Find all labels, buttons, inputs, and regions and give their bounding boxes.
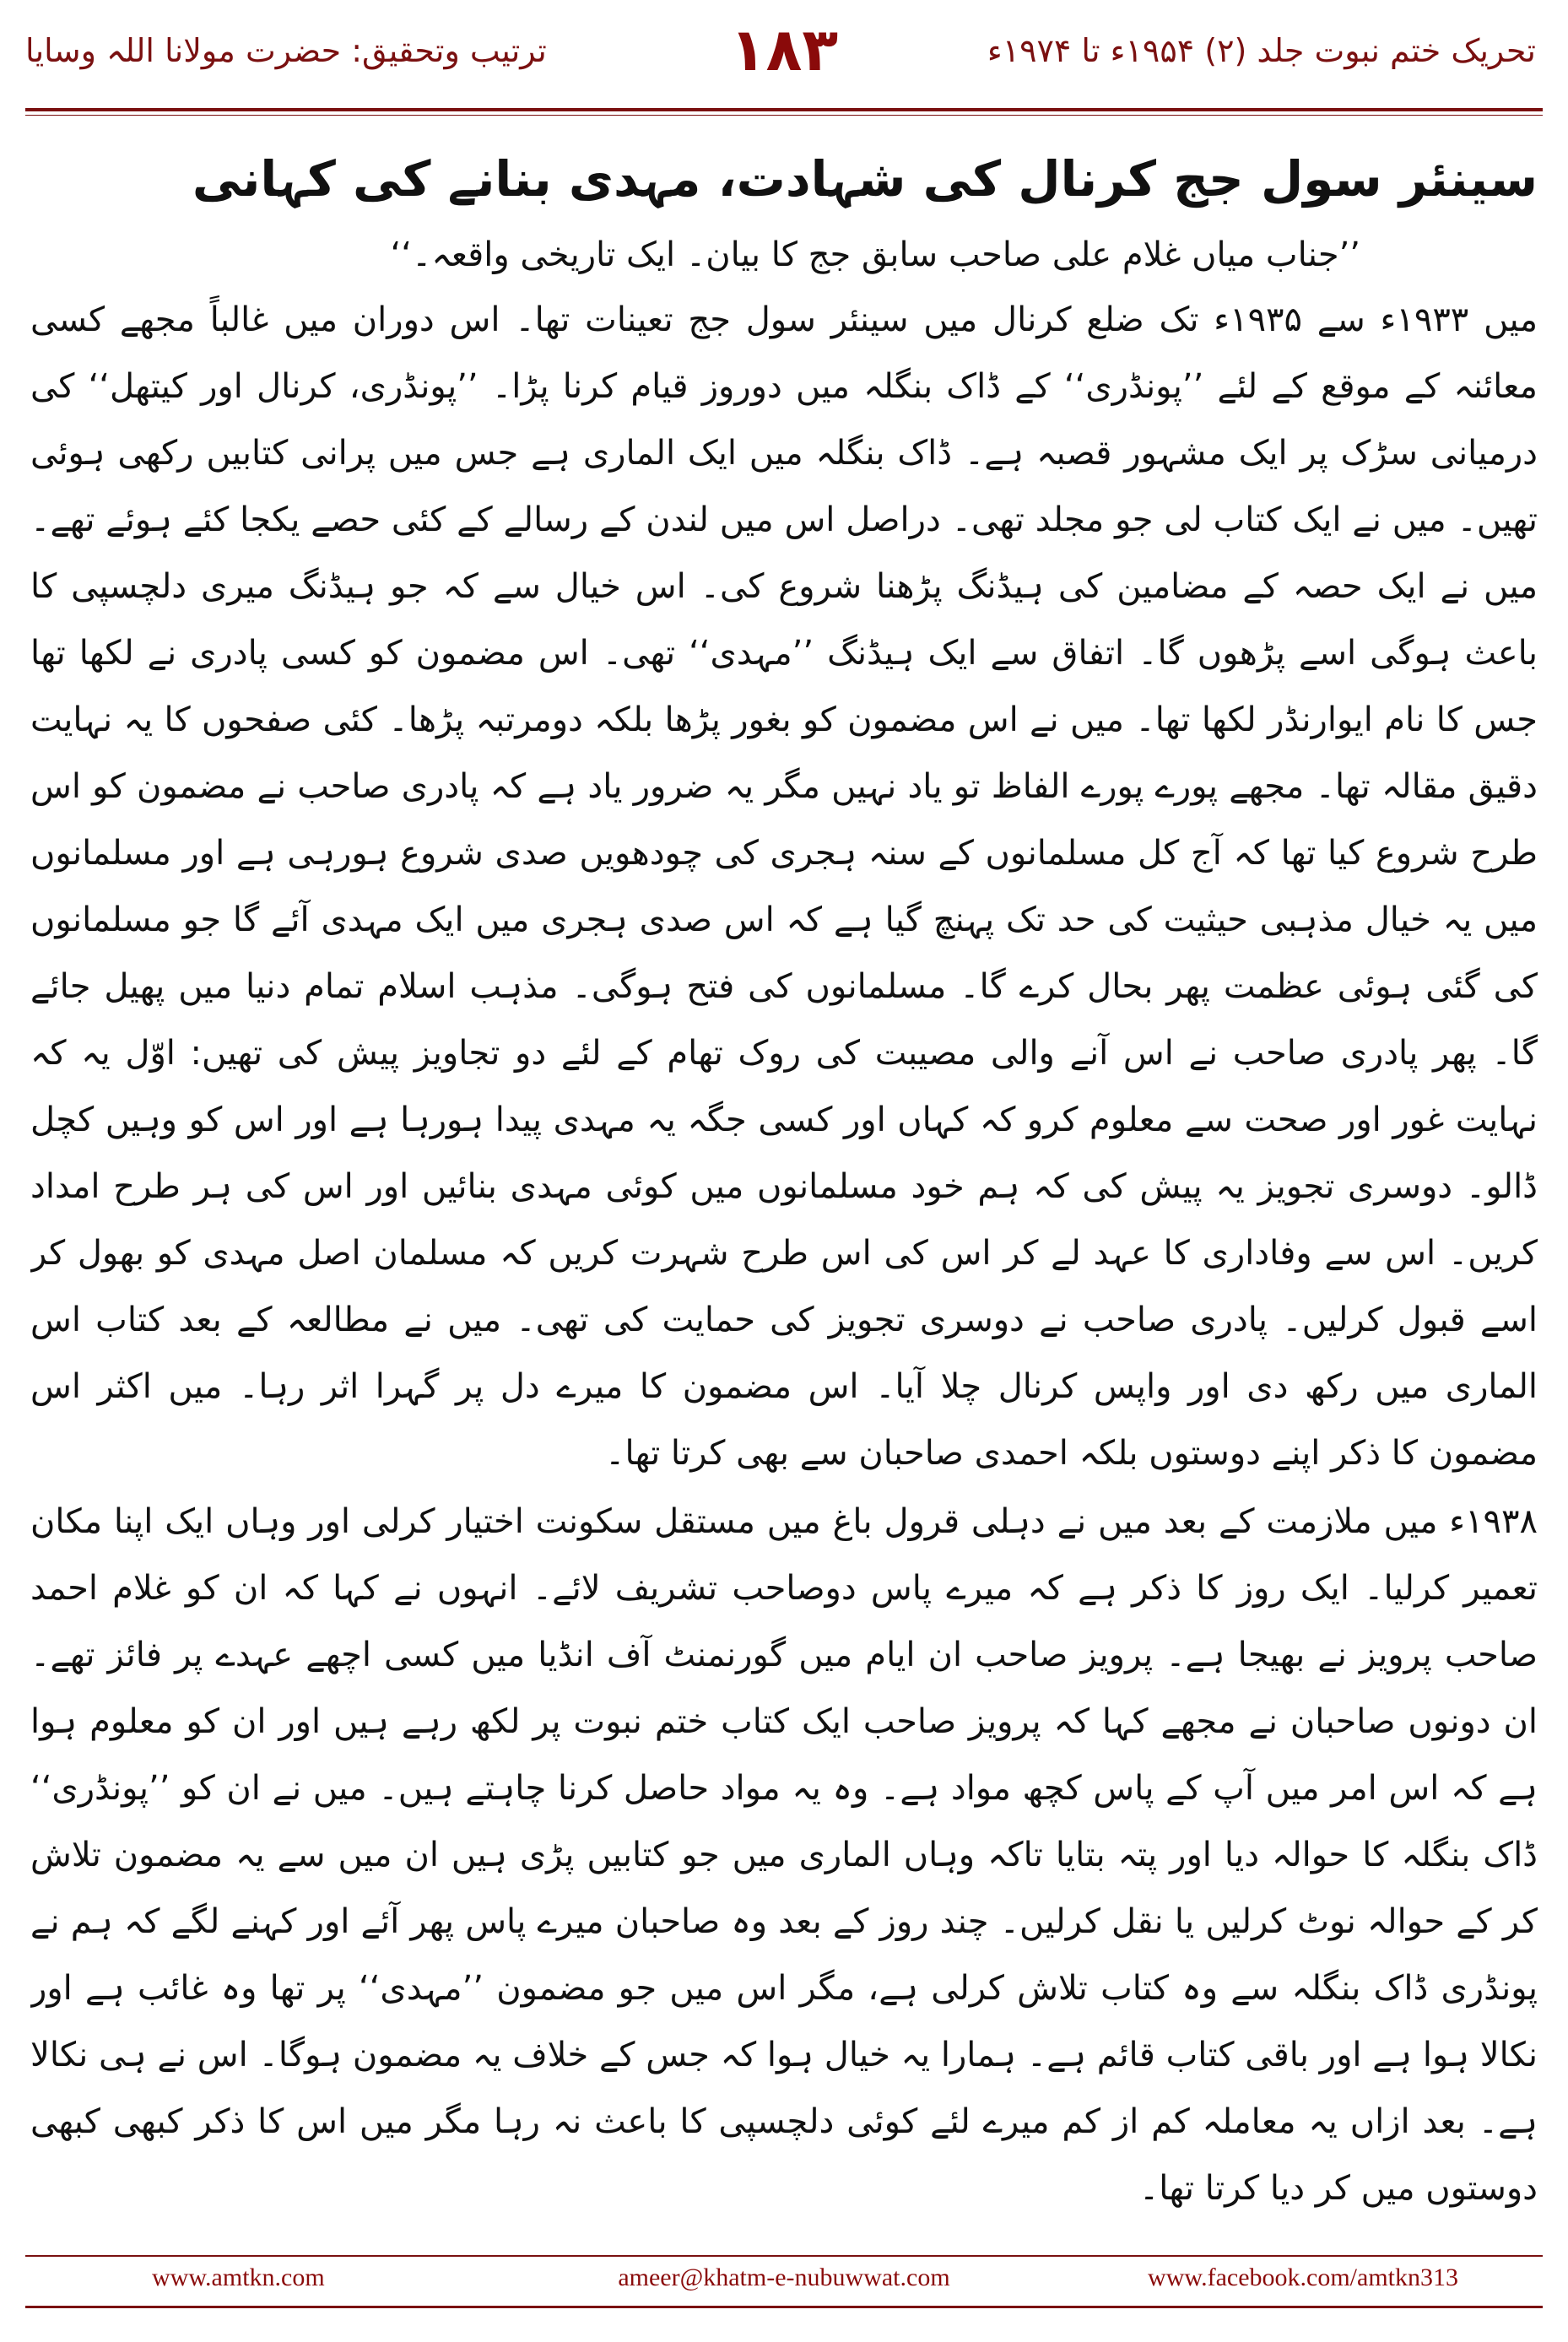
website-link[interactable]: www.amtkn.com [152, 2264, 325, 2291]
article-body [30, 135, 1538, 2220]
book-title: تحریک ختم نبوت جلد (۲) ۱۹۵۴ء تا ۱۹۷۴ء [987, 32, 1536, 69]
header-divider-thin [25, 115, 1543, 116]
footer-divider [25, 2306, 1543, 2308]
paragraph-2: ۱۹۳۸ء میں ملازمت کے بعد میں نے دہلی قرول باغ میں مستقل سکونت اختیار کرلی اور وہاں ایک اپنا مکان تعمیر کرلیا۔ ایک روز کا ذکر ہے کہ میرے پاس دوصاحب تشریف لائے۔ انہوں نے کہا کہ ان کو غلام احمد صاحب پرویز نے بھیجا ہے۔ پرویز صاحب ان ایام میں گورنمنٹ آف انڈیا میں کسی اچھے عہدے پر فائز تھے۔ ان دونوں صاحبان نے مجھے کہا کہ پرویز صاحب ایک کتاب ختم نبوت پر لکھ رہے ہیں اور ان کو معلوم ہوا ہے کہ اس امر میں آپ کے پاس کچھ مواد ہے۔ وہ یہ مواد حاصل کرنا چاہتے ہیں۔ میں نے ان کو ’’پونڈری‘‘ ڈاک بنگلہ کا حوالہ دیا اور پتہ بتایا تاکہ وہاں الماری میں جو کتابیں پڑی ہیں ان میں سے یہ مضمون تلاش کر کے حوالہ نوٹ کرلیں یا نقل کرلیں۔ چند روز کے بعد وہ صاحبان میرے پاس پھر آئے اور کہنے لگے کہ ہم نے پونڈری ڈاک بنگلہ سے وہ کتاب تلاش کرلی ہے، مگر اس میں جو مضمون ’’مہدی‘‘ پر تھا وہ غائب ہے اور نکالا ہوا ہے اور باقی کتاب قائم ہے۔ ہمارا یہ خیال ہوا کہ جس کے خلاف یہ مضمون ہوگا۔ اس نے ہی نکالا ہے۔ بعد ازاں یہ معاملہ کم از کم میرے لئے کوئی دلچسپی کا باعث نہ رہا مگر میں اس کا ذکر کبھی کبھی دوستوں میں کر دیا کرتا تھا۔ [30, 1502, 1538, 2208]
compiler-credit: ترتیب وتحقیق: حضرت مولانا اللہ وسایا [25, 32, 547, 69]
header-divider [25, 108, 1543, 111]
article-title: سینئر سول جج کرنال کی شہادت، مہدی بنانے کی کہانی [192, 150, 1538, 208]
article-subtitle: ’’جناب میاں غلام علی صاحب سابق جج کا بیان۔ ایک تاریخی واقعہ۔‘‘ [390, 235, 1360, 274]
page-header [0, 0, 1568, 110]
email-link[interactable]: ameer@khatm-e-nubuwwat.com [618, 2264, 950, 2291]
page-footer [25, 2255, 1543, 2304]
page-number: ۱۸۳ [729, 15, 839, 84]
paragraph-1: میں ۱۹۳۳ء سے ۱۹۳۵ء تک ضلع کرنال میں سینئر سول جج تعینات تھا۔ اس دوران میں غالباً مجھے کسی معائنہ کے موقع کے لئے ’’پونڈری‘‘ کے ڈاک بنگلہ میں دوروز قیام کرنا پڑا۔ ’’پونڈری، کرنال اور کیتھل‘‘ کی درمیانی سڑک پر ایک مشہور قصبہ ہے۔ ڈاک بنگلہ میں ایک الماری ہے جس میں پرانی کتابیں رکھی ہوئی تھیں۔ میں نے ایک کتاب لی جو مجلد تھی۔ دراصل اس میں لندن کے رسالے کے کئی حصے یکجا کئے ہوئے تھے۔ میں نے ایک حصہ کے مضامین کی ہیڈنگ پڑھنا شروع کی۔ اس خیال سے کہ جو ہیڈنگ میری دلچسپی کا باعث ہوگی اسے پڑھوں گا۔ اتفاق سے ایک ہیڈنگ ’’مہدی‘‘ تھی۔ اس مضمون کو کسی پادری نے لکھا تھا جس کا نام ایوارنڈر لکھا تھا۔ میں نے اس مضمون کو بغور پڑھا بلکہ دومرتبہ پڑھا۔ کئی صفحوں کا یہ نہایت دقیق مقالہ تھا۔ مجھے پورے پورے الفاظ تو یاد نہیں مگر یہ ضرور یاد ہے کہ پادری صاحب نے مضمون کو اس طرح شروع کیا تھا کہ آج کل مسلمانوں کے سنہ ہجری کی چودھویں صدی شروع ہورہی ہے اور مسلمانوں میں یہ خیال مذہبی حیثیت کی حد تک پہنچ گیا ہے کہ اس صدی ہجری میں ایک مہدی آئے گا جو مسلمانوں کی گئی ہوئی عظمت پھر بحال کرے گا۔ مسلمانوں کی فتح ہوگی۔ مذہب اسلام تمام دنیا میں پھیل جائے گا۔ پھر پادری صاحب نے اس آنے والی مصیبت کی روک تھام کے لئے دو تجاویز پیش کی تھیں: اوّل یہ کہ نہایت غور اور صحت سے معلوم کرو کہ کہاں اور کسی جگہ یہ مہدی پیدا ہورہا ہے اور اس کو وہیں کچل ڈالو۔ دوسری تجویز یہ پیش کی کہ ہم خود مسلمانوں میں کوئی مہدی بنائیں اور اس کی ہر طرح امداد کریں۔ اس سے وفاداری کا عہد لے کر اس کی اس طرح شہرت کریں کہ مسلمان اصل مہدی کو بھول کر اسے قبول کرلیں۔ پادری صاحب نے دوسری تجویز کی حمایت کی تھی۔ میں نے مطالعہ کے بعد کتاب اس الماری میں رکھ دی اور واپس کرنال چلا آیا۔ اس مضمون کا میرے دل پر گہرا اثر رہا۔ میں اکثر اس مضمون کا ذکر اپنے دوستوں بلکہ احمدی صاحبان سے بھی کرتا تھا۔ [30, 300, 1538, 1473]
facebook-link[interactable]: www.facebook.com/amtkn313 [1148, 2264, 1458, 2291]
